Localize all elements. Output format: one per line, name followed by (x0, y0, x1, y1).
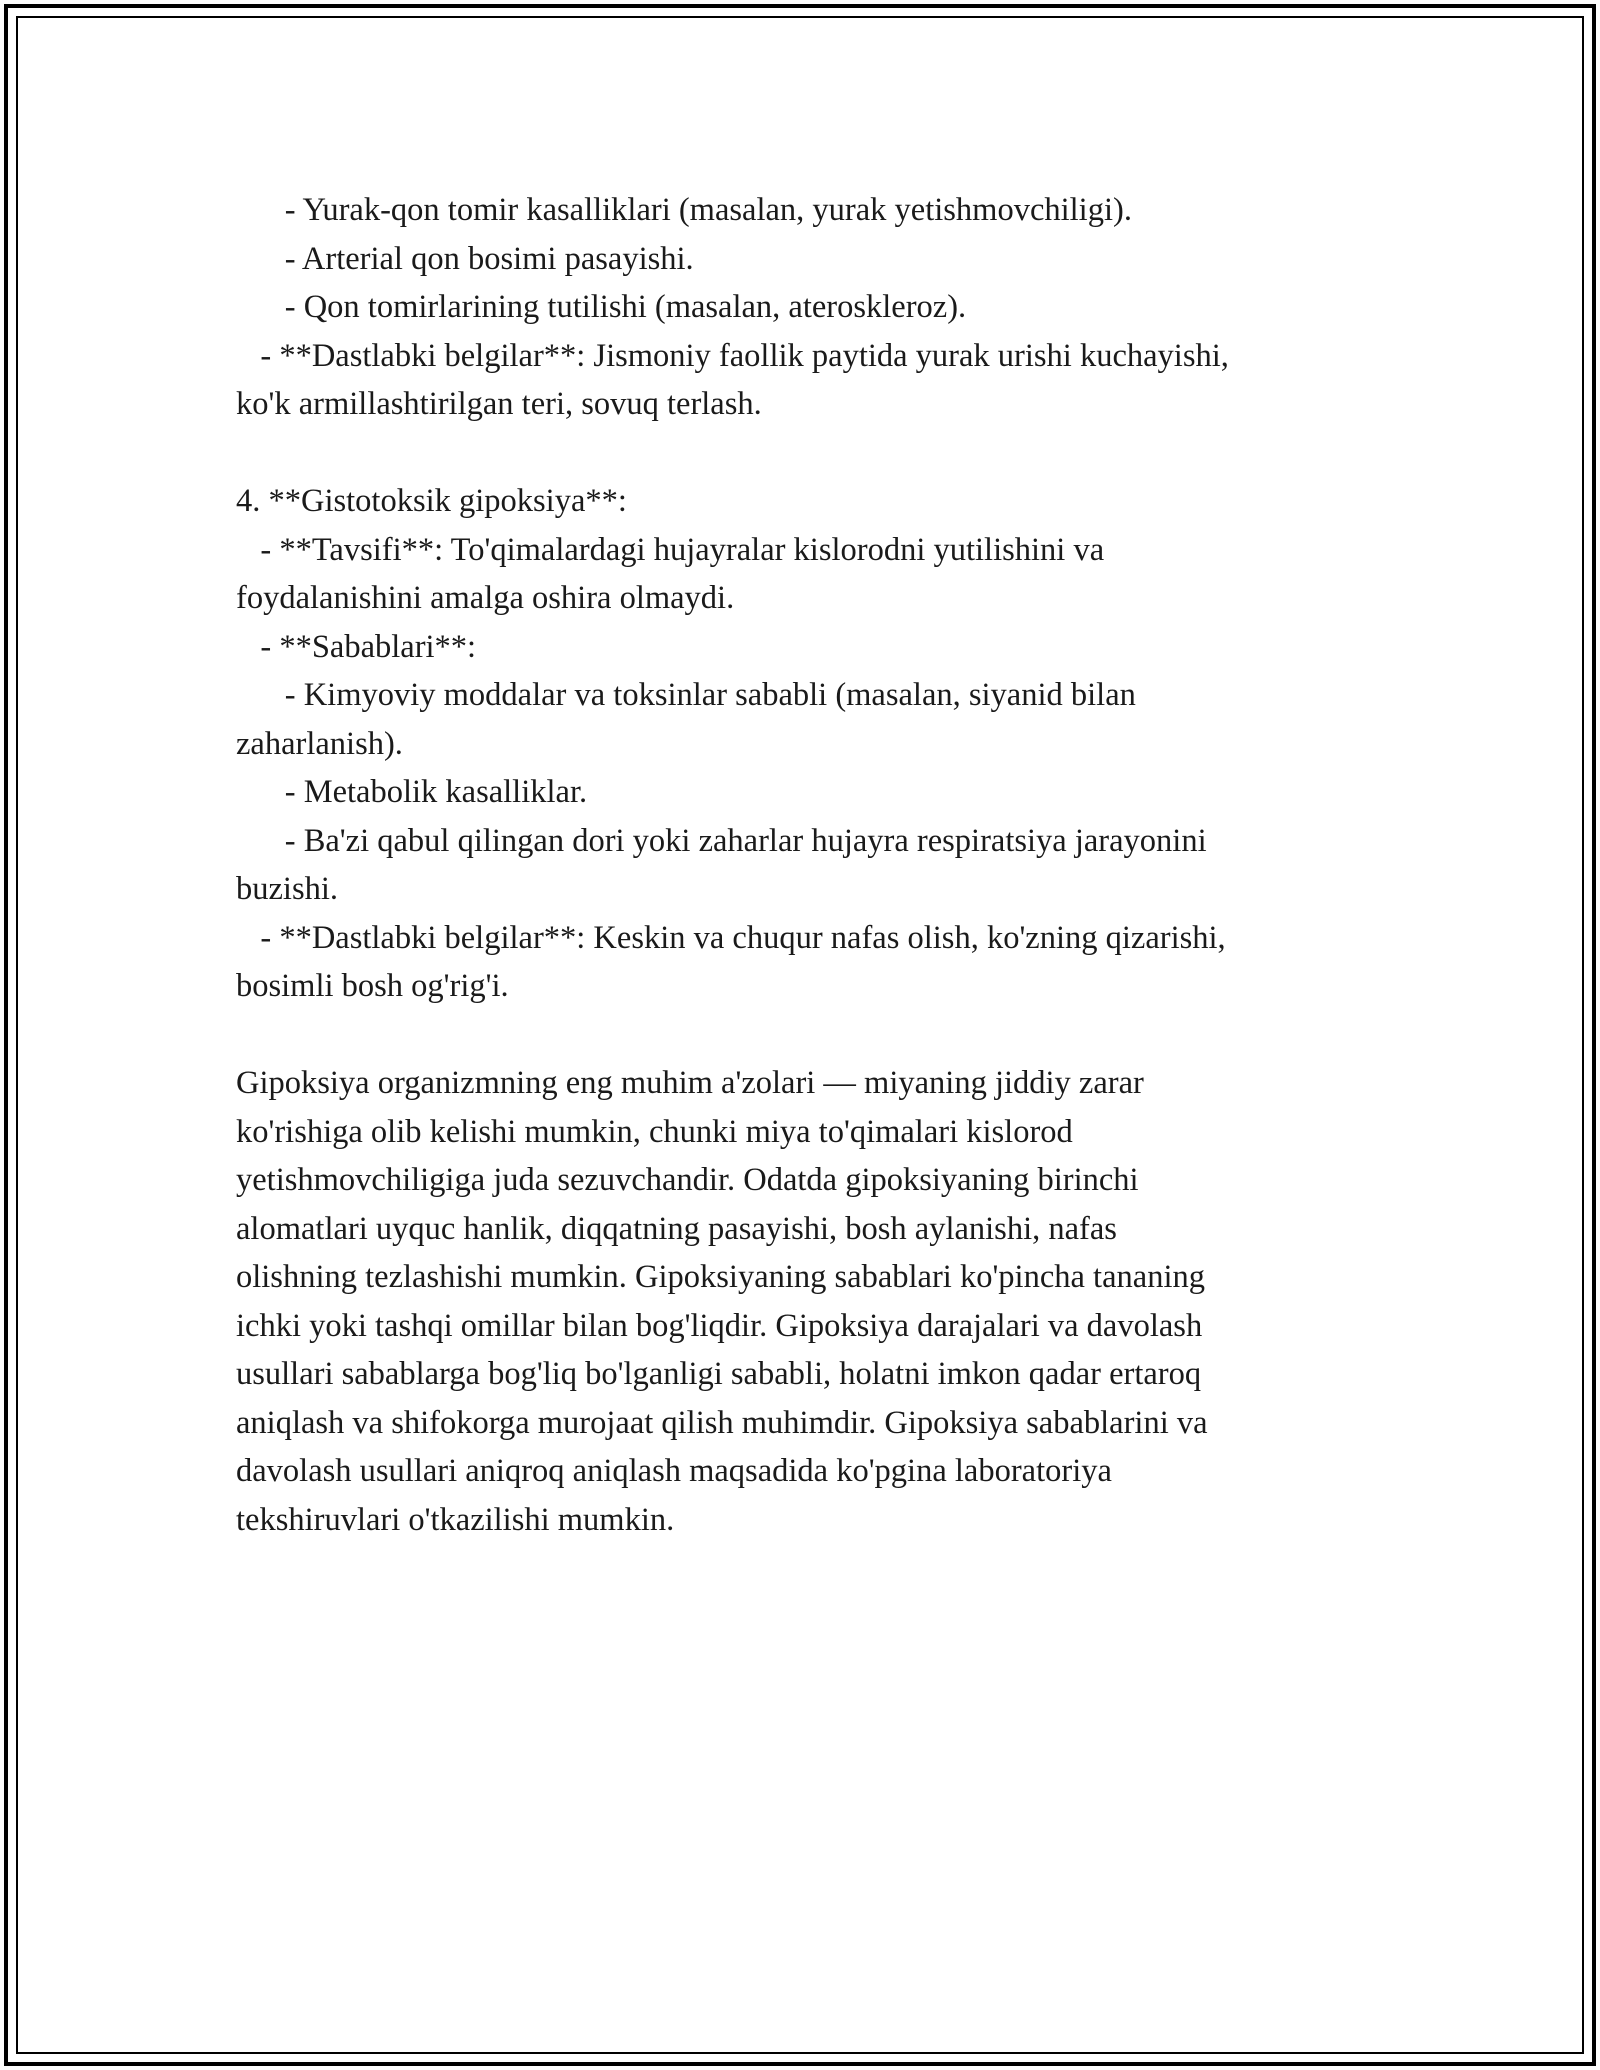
paragraph-line: ichki yoki tashqi omillar bilan bog'liqdir. Gipoksiya darajalari va davolash (236, 1307, 1203, 1344)
text-line: - Metabolik kasalliklar. (236, 774, 588, 810)
paragraph-line: aniqlash va shifokorga murojaat qilish muhimdir. Gipoksiya sabablarini va (236, 1404, 1208, 1441)
text-line: zaharlanish). (236, 725, 403, 762)
paragraph-line: yetishmovchiligiga juda sezuvchandir. Odatda gipoksiyaning birinchi (236, 1162, 1139, 1198)
text-line: - Kimyoviy moddalar va toksinlar sababli (masalan, siyanid bilan (236, 677, 1136, 713)
text-line: - **Dastlabki belgilar**: Keskin va chuqur nafas olish, ko'zning qizarishi, (236, 919, 1226, 956)
paragraph-line: alomatlari uyquc hanlik, diqqatning pasayishi, bosh aylanishi, nafas (236, 1210, 1117, 1247)
summary-paragraph (236, 1059, 1376, 1544)
text-line: - Qon tomirlarining tutilishi (masalan, ateroskleroz). (236, 289, 967, 325)
text-line: - Ba'zi qabul qilingan dori yoki zaharlar hujayra respiratsiya jarayonini (236, 822, 1207, 859)
paragraph-line: ko'rishiga olib kelishi mumkin, chunki miya to'qimalari kislorod (236, 1113, 1073, 1150)
paragraph-line: davolash usullari aniqroq aniqlash maqsadida ko'pgina laboratoriya (236, 1453, 1112, 1489)
text-line: bosimli bosh og'rig'i. (236, 968, 509, 1004)
text-line: - Arterial qon bosimi pasayishi. (236, 240, 694, 277)
paragraph-line: usullari sabablarga bog'liq bo'lganligi sababli, holatni imkon qadar ertaroq (236, 1356, 1202, 1392)
text-line: - **Dastlabki belgilar**: Jismoniy faollik paytida yurak urishi kuchayishi, (236, 337, 1229, 374)
section-heading: 4. **Gistotoksik gipoksiya**: (236, 483, 627, 519)
text-line: ko'k armillashtirilgan teri, sovuq terlash. (236, 386, 762, 422)
text-line: foydalanishini amalga oshira olmaydi. (236, 580, 735, 616)
text-line: buzishi. (236, 871, 339, 907)
text-line: - **Tavsifi**: To'qimalardagi hujayralar kislorodni yutilishini va (236, 531, 1105, 568)
paragraph-line: olishning tezlashishi mumkin. Gipoksiyaning sabablari ko'pincha tananing (236, 1259, 1205, 1295)
paragraph-line: Gipoksiya organizmning eng muhim a'zolari — miyaning jiddiy zarar (236, 1065, 1144, 1101)
blank-line (236, 429, 1376, 478)
blank-line (236, 1011, 1376, 1060)
text-line: - Yurak-qon tomir kasalliklari (masalan, yurak yetishmovchiligi). (236, 192, 1132, 228)
text-line: - **Sabablari**: (236, 628, 477, 665)
document-body (236, 186, 1376, 1544)
paragraph-line: tekshiruvlari o'tkazilishi mumkin. (236, 1501, 675, 1538)
